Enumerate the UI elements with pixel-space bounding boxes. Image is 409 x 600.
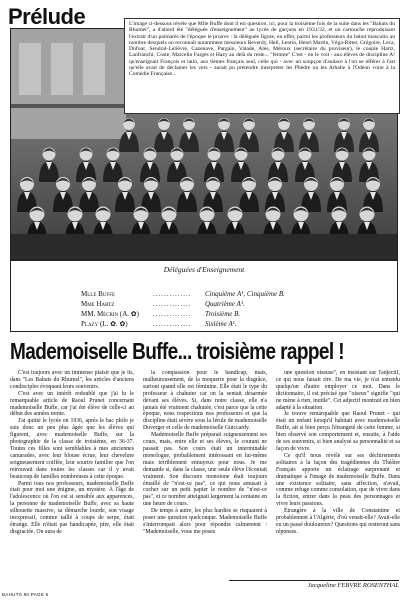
palmares-excerpt [10, 260, 398, 332]
paragraph: Parmi tous nos professeurs, mademoiselle Buffe était pour moi une énigme, un mystère. À l'âge de l'adolescence où l'on est si sensible aux apparences, la personne de mademoiselle Buffe, avec sa haute silhouette massive, sa démarche lourde, son visage inexpressif, comme taillé à coups de serpe, était étrange. Elle n'était pas handicapée, pire, elle était disgraciée. On aura de [10, 480, 134, 535]
staff-name: MM. Mécrin (A. ✿) [81, 310, 140, 318]
article-column-1 [10, 370, 134, 578]
leader-dots: .............. [153, 290, 192, 298]
paragraph: De temps à autre, les plus hardies se risquaient à poser une question quelconque. Mademoiselle Buffe s'interrompait alors pour répondre calmement : "Mademoiselle, vous me posez [143, 508, 267, 535]
staff-role: Sixième A¹. [205, 320, 237, 328]
staff-name: Plazy (L. ✿. ✿) [81, 320, 128, 328]
caption-title: Déléguées d'Enseignement [163, 265, 245, 274]
staff-list [81, 289, 285, 329]
staff-row [81, 289, 285, 299]
page-footer: BAHUTS 80 PAGE 6 [2, 592, 49, 597]
section-title: Prélude [8, 4, 86, 29]
staff-name: Mme Hartz [81, 300, 115, 308]
staff-role: Troisième B. [205, 310, 241, 318]
author-byline: Jacqueline FEBVRE ROSENTHAL [229, 580, 399, 589]
paragraph: C'est avec un intérêt redoublé que j'ai lu le remarquable article de Raoul Prunet concernant mademoiselle Buffe, car j'ai été élève de celle-ci au début des années trente. [10, 390, 134, 418]
paragraph: Mademoiselle Buffe préparait soigneusement ses cours, mais, entre elle et ses élèves, le courant ne passait pas. Son cours était un interminable monologue, probablement intéressant en lui-même mais terriblement ennuyeux pour nous. Je me demande si, dans la classe, une seule élève l'écoutait vraiment. Son discours monotone était toujours émaillé de "n'est-ce pas", ce qui nous amusait à cocher sur un petit papier le nombre de "n'est-ce pas", et ce nombre atteignait largement la centaine en une heure de cours. [143, 432, 267, 508]
intro-text: L'image ci-dessous révèle que Mlle Buffe dont il est question, ici, pour la troisième fois de la suite dans les "Bahuts du Rhumel", a d'abord été "déléguée d'enseignement" au lycée de garçons en 1931/32, et un cartouche reproduisant l'extrait d'un palmarès de l'époque le prouve : la déléguée figure, en effet, parmi les professeurs du bahut masculin au nombre desquels on reconnaît notamment messieurs Reverdy, Hell, Lentin, Henri Martin, Véga-Ritter, Grégoire, Leca, Dufour, Sendral-Lelièvre, Cazenave, Pargain, Valade, Alès, Méroux (secrétaire du proviseur), le couple Hartz, Lanfranchi, Coste, Marcelin Fargès et Hazy au delà du reste... "femme" C'est - on le voit - aux élèves de discipline A! qu'enseignait François et latin, aux 6èmes français seul, celle qui - avec un soupçon d'audace à l'on se référer à l'art qu'elle avait de déclamer les vers - aurait pu prétendre interpréter les Phèdre ou les Athalie à l'Odéon voire à la Comédie Française... [124, 18, 400, 114]
staff-row [81, 319, 285, 329]
staff-name: Mlle Buffe [81, 290, 116, 298]
staff-row [81, 299, 285, 309]
paragraph: C'est toujours avec un immense plaisir que je lis, dans "Les Bahuts du Rhumel", les articles d'anciens condisciples évoquant leurs souvenirs. [10, 370, 134, 390]
article-body [10, 370, 400, 578]
article-column-3 [276, 370, 400, 578]
leader-dots: .............. [153, 300, 192, 308]
leader-dots: .............. [153, 310, 192, 318]
paragraph: Je trouve remarquable que Raoul Prunet - qui était un enfant lorsqu'il habitait avec mademoiselle Buffe, ait si bien perçu l'étrangeté de cette femme, si bien observé son comportement et, ensuite, à l'aide de ses souvenirs, si bien analysé sa personnalité et sa façon de vivre. [276, 411, 400, 452]
article-headline: Mademoiselle Buffe... troisième rappel ! [10, 340, 344, 366]
paragraph: une question oiseuse", en insistant sur l'adjectif, ce qui nous faisait rire. De ma vie, je n'ai entendu quelqu'un d'autre employer ce mot. Dans le dictionnaire, il est précisé que "oiseux" signifie "qui ne mène à rien, inutile". Cet adjectif montrait en bien adapté à la situation. [276, 370, 400, 411]
paragraph: J'ai quitté le lycée en 1936, après le bac philo je suis donc un peu plus âgée que les élèves qui figurent, avec mademoiselle Buffe, sur la photographie de la classe de troisième, en 36-37. Toutes ces filles sont semblables à mes anciennes camarades, avec leur blouse écrue, leur chevelure soigneusement coiffée, leur sourire familier que l'on retrouvait dans toutes les classes car il y avait beaucoup de familles nombreuses à cette époque. [10, 418, 134, 480]
article-column-2 [143, 370, 267, 578]
paragraph: Ce qu'il nous révèle sur ses déchirements solitaires à la façon des tragédiennes du Théâtre Français apporte un éclairage surprenant et dramatique à l'image de mademoiselle Buffe. Dans une existence solitaire, sans affection, n'avait, comme refuge comme consolation, que de vivre dans la fiction, entrer dans la peau des personnages et vivre leurs passions. [276, 452, 400, 508]
staff-row [81, 309, 285, 319]
staff-role: Cinquième A¹, Cinquième B. [205, 290, 285, 298]
staff-role: Quatrième A¹. [205, 300, 245, 308]
paragraph: Étrangère à la ville de Constantine et probablement à l'Algérie, d'où venait-elle? Avait-elle eu un passé douloureux? Questions qui resteront sans réponses. [276, 508, 400, 535]
paragraph: la compassion pour le handicap, mais, malheureusement, de la moquerie pour la disgrâce, surtout quand elle est féminine. Elle était le type du professeur à chahuter car on la sentait désarmée devant ses élèves. Si, dans notre classe, elle n'a jamais été vraiment chahutée, c'est parce que la cette époque, nous respections nos professeurs et que la discipline était sévère sous la férule de mademoiselle Duverger et celle de mademoiselle Guiccardy. [143, 370, 267, 432]
leader-dots: .............. [153, 320, 192, 328]
